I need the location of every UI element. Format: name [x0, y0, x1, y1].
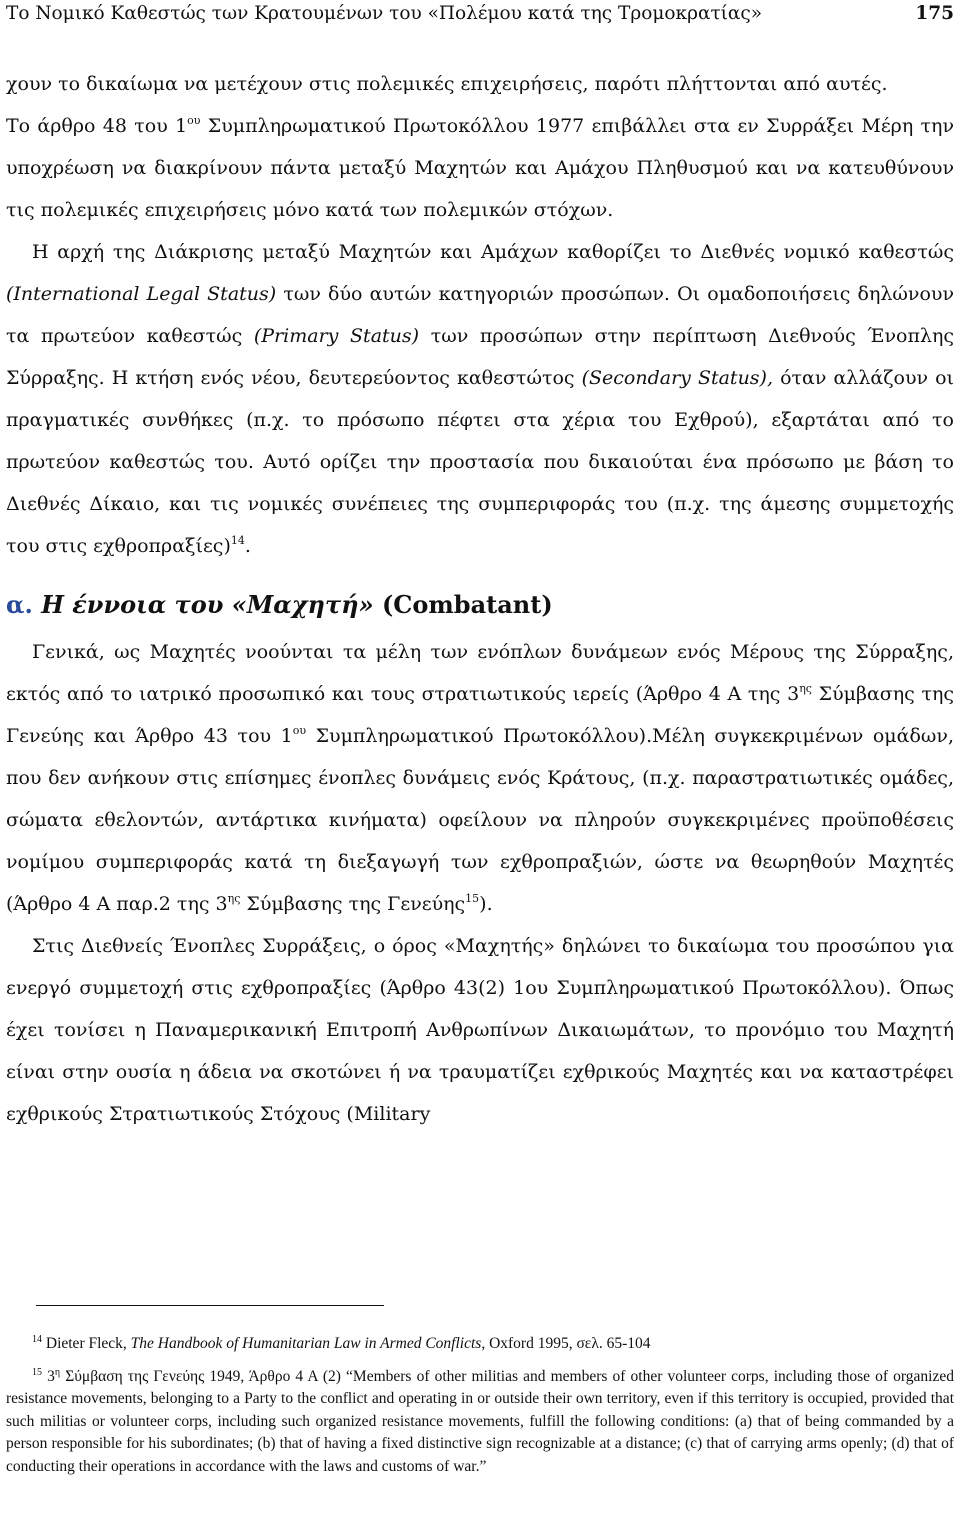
footnote-14 [6, 1333, 954, 1356]
running-title: Το Νομικό Καθεστώς των Κρατουμένων του «Πολέμου κατά της Τρομοκρατίας» [6, 3, 763, 24]
paragraph-text: ). [479, 893, 493, 915]
paragraph-text: χουν το δικαίωμα να μετέχουν στις πολεμικές επιχειρήσεις, παρότι πλήττονται από αυτές. [6, 73, 888, 95]
footnote-book-title: The Handbook of Humanitarian Law in Armed Conflicts [130, 1335, 482, 1352]
ordinal-superscript: ης [799, 682, 812, 695]
paragraph-text: Συμπληρωματικού Πρωτοκόλλου 1977 επιβάλλει στα εν Συρράξει Μέρη την υποχρέωση να διακρίνουν πάντα μεταξύ Μαχητών και Αμάχου Πληθυσμού και να κατευθύνουν τις πολεμικές επιχειρήσεις μόνο κατά των πολεμικών στόχων. [6, 115, 954, 221]
paragraph-text: . [244, 535, 251, 557]
paragraph-text: των δύο αυτών κατηγοριών προσώπων. Οι ομαδοποιήσεις δηλώνουν τα πρωτεύον καθεστώς [6, 283, 954, 347]
footnote-text: , Oxford 1995, σελ. 65-104 [481, 1335, 651, 1352]
paragraph-text: Συμπληρωματικού Πρωτοκόλλου).Μέλη συγκεκριμένων ομάδων, που δεν ανήκουν στις επίσημες ένοπλες δυνάμεις ενός Κράτους, (π.χ. παραστρατιωτικές ομάδες, σώματα εθελοντών, αντάρτικα κινήματα) οφείλουν να πληρούν συγκεκριμένες προϋποθέσεις νομίμου συμπεριφοράς κατά τη διεξαγωγή των εχθροπραξιών, ώστε να θεωρηθούν Μαχητές (Άρθρο 4 Α παρ.2 της 3 [6, 725, 954, 915]
paragraph-combatant-privilege [6, 925, 954, 1135]
paragraph-text: Σύμβασης της Γενεύης [240, 893, 466, 915]
section-heading [6, 585, 954, 625]
footnote-ref-15[interactable]: 15 [465, 892, 480, 905]
section-letter: α. [6, 590, 33, 619]
footnote-text: 3 [42, 1367, 55, 1385]
paragraph-text: Το άρθρο 48 του 1 [6, 115, 188, 137]
ordinal-superscript: ου [187, 114, 201, 127]
paragraph-text: όταν αλλάζουν οι πραγματικές συνθήκες (π.χ. το πρόσωπο πέφτει στα χέρια του Εχθρού), εξαρτάται από το πρωτεύον καθεστώς του. Αυτό ορίζει την προστασία που δικαιούται ένα πρόσωπο με βάση το Διεθνές Δίκαιο, και τις νομικές συνέπειες της συμπεριφοράς του (π.χ. της άμεσης συμμετοχής του στις εχθροπραξίες) [6, 367, 955, 557]
paragraph-distinction [6, 231, 954, 567]
footnote-text: Σύμβαση της Γενεύης 1949, Άρθρο 4 Α (2) “Members of other militias and members of other volunteer corps, including those of organized resistance movements, belonging to a Party to the conflict and operating in or outside their own territory, even if this territory is occupied, provided that such militias or volunteer corps, including such organized resistance movements, fulfill the following conditions: (a) that of being commanded by a person responsible for his subordinates; (b) that of having a fixed distinctive sign recognizable at a distance; (c) that of carrying arms openly; (d) that of conducting their operations in accordance with the laws and customs of war.” [6, 1367, 955, 1475]
ordinal-superscript: ης [227, 892, 241, 905]
paragraph-text: των προσώπων στην περίπτωση Διεθνούς Ένοπλης Σύρραξης. Η κτήση ενός νέου, δευτερεύοντος καθεστώτος [6, 325, 954, 389]
body-text [6, 63, 954, 1135]
ordinal-superscript: ου [292, 724, 307, 737]
paragraph-text: Γενικά, ως Μαχητές νοούνται τα μέλη των ενόπλων δυνάμεων ενός Μέρους της Σύρραξης, εκτός από το ιατρικό προσωπικό και τους στρατιωτικούς ιερείς (Άρθρο 4 Α της 3 [6, 641, 954, 705]
footnote-text: Dieter Fleck, [42, 1335, 131, 1352]
paragraph-text: Στις Διεθνείς Ένοπλες Συρράξεις, ο όρος «Μαχητής» δηλώνει το δικαίωμα του προσώπου για ενεργό συμμετοχή στις εχθροπραξίες (Άρθρο 43(2) 1ου Συμπληρωματικού Πρωτοκόλλου). Όπως έχει τονίσει η Παναμερικανική Επιτροπή Ανθρωπίνων Δικαιωμάτων, το προνόμιο του Μαχητή είναι στην ουσία η άδεια να σκοτώνει ή να τραυματίζει εχθρικούς Μαχητές και να καταστρέφει εχθρικούς Στρατιωτικούς Στόχους (Military [6, 935, 954, 1125]
footnote-ref-14[interactable]: 14 [230, 534, 245, 547]
ordinal-superscript: η [54, 1366, 61, 1378]
paragraph-combatants [6, 631, 954, 925]
footnote-number: 15 [32, 1366, 42, 1378]
paragraph-text: Σύμβασης της Γενεύης και Άρθρο 43 του 1 [6, 683, 954, 747]
page-header [0, 0, 960, 40]
footnote-15 [6, 1366, 954, 1479]
footnote-number: 14 [32, 1334, 42, 1345]
italic-term: (Primary Status) [253, 325, 420, 347]
paragraph-continuation [6, 63, 954, 105]
section-title-italic: Η έννοια του «Μαχητή» [41, 590, 374, 619]
italic-term: (Secondary Status), [581, 367, 774, 389]
page-number: 175 [915, 3, 954, 24]
paragraph-article-48 [6, 105, 954, 231]
footnote-divider [36, 1305, 384, 1306]
italic-term: (International Legal Status) [6, 283, 277, 305]
section-title-plain: (Combatant) [373, 590, 553, 619]
paragraph-text: Η αρχή της Διάκρισης μεταξύ Μαχητών και Αμάχων καθορίζει το Διεθνές νομικό καθεστώς [32, 241, 954, 263]
footnotes [6, 1333, 954, 1479]
